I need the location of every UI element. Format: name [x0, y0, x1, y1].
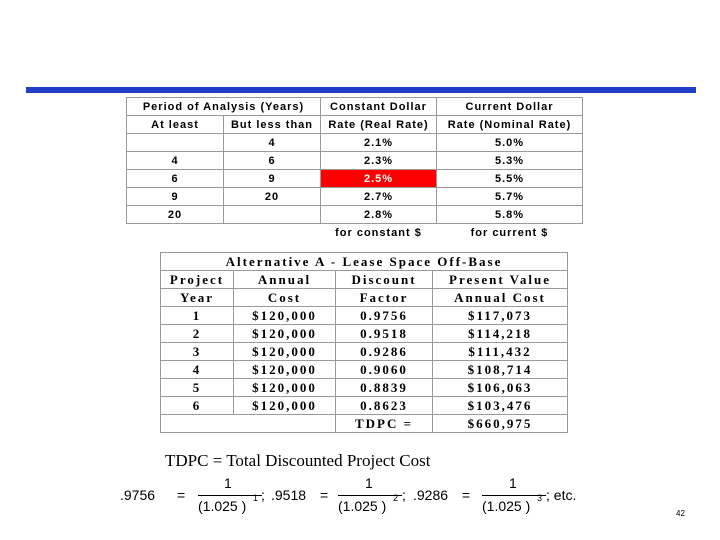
cell: 2 [161, 325, 234, 343]
term-value: .9756 [120, 487, 156, 503]
cell: 3 [161, 343, 234, 361]
cell: 20 [224, 188, 321, 206]
table-row [161, 325, 568, 343]
header-present-value: Present Value [433, 271, 568, 289]
separator: ; [402, 487, 406, 503]
cell: $103,476 [433, 397, 568, 415]
cell: $108,714 [433, 361, 568, 379]
cell: 5.8% [437, 206, 583, 224]
cell: 9 [127, 188, 224, 206]
table-header-row [161, 289, 568, 307]
total-label: TDPC = [336, 415, 433, 433]
footer-current: for current $ [470, 226, 549, 239]
page-number: 42 [676, 509, 685, 518]
total-value: $660,975 [433, 415, 568, 433]
term-value: .9518 [271, 487, 307, 503]
cell: $106,063 [433, 379, 568, 397]
table-row [127, 134, 583, 152]
header-nominal-rate: Rate (Nominal Rate) [437, 116, 583, 134]
cell: $120,000 [234, 343, 336, 361]
cell: 2.1% [321, 134, 437, 152]
denominator: (1.025 ) [198, 498, 247, 514]
table-row [161, 379, 568, 397]
cell: $120,000 [234, 397, 336, 415]
cell: 5.0% [437, 134, 583, 152]
table-row [127, 206, 583, 224]
numerator: 1 [509, 475, 517, 491]
cell: 5.7% [437, 188, 583, 206]
numerator: 1 [365, 475, 373, 491]
highlighted-rate-cell: 2.5% [321, 170, 437, 188]
cell: 0.8623 [336, 397, 433, 415]
cell: 5.3% [437, 152, 583, 170]
header-constant: Constant Dollar [321, 98, 437, 116]
header-less-than: But less than [224, 116, 321, 134]
cell: 0.9756 [336, 307, 433, 325]
header-project: Project [161, 271, 234, 289]
header-period: Period of Analysis (Years) [127, 98, 321, 116]
separator: ; [261, 487, 265, 503]
term-value: .9286 [413, 487, 449, 503]
exponent: 3 [537, 493, 543, 503]
header-rule [26, 87, 696, 93]
cell: $111,432 [433, 343, 568, 361]
alternative-a-table [160, 252, 568, 433]
cell: 4 [224, 134, 321, 152]
header-current: Current Dollar [437, 98, 583, 116]
cell: 6 [224, 152, 321, 170]
header-annual: Annual [234, 271, 336, 289]
cell: 4 [127, 152, 224, 170]
cell: 0.9060 [336, 361, 433, 379]
table-row [161, 397, 568, 415]
table-header-row [161, 271, 568, 289]
cell: 0.8839 [336, 379, 433, 397]
header-at-least: At least [127, 116, 224, 134]
footer-constant: for constant $ [335, 226, 422, 239]
table-title-row [161, 253, 568, 271]
equals-sign: = [177, 487, 186, 503]
cell: $120,000 [234, 325, 336, 343]
tdpc-definition: TDPC = Total Discounted Project Cost [165, 451, 431, 470]
header-discount: Discount [336, 271, 433, 289]
header-real-rate: Rate (Real Rate) [321, 116, 437, 134]
header-year: Year [161, 289, 234, 307]
cell: 2.8% [321, 206, 437, 224]
cell: $120,000 [234, 307, 336, 325]
cell: 6 [127, 170, 224, 188]
cell: 9 [224, 170, 321, 188]
numerator: 1 [224, 475, 232, 491]
header-annual-cost: Annual Cost [433, 289, 568, 307]
table-row [127, 170, 583, 188]
cell: 2.7% [321, 188, 437, 206]
header-cost: Cost [234, 289, 336, 307]
discount-factor-formula [120, 474, 600, 520]
cell: 6 [161, 397, 234, 415]
cell: 1 [161, 307, 234, 325]
denominator: (1.025 ) [482, 498, 531, 514]
cell: $114,218 [433, 325, 568, 343]
table-footer-row [127, 224, 583, 242]
table-row [161, 361, 568, 379]
cell: 0.9518 [336, 325, 433, 343]
cell: 5 [161, 379, 234, 397]
denominator: (1.025 ) [338, 498, 387, 514]
table-title: Alternative A - Lease Space Off-Base [161, 253, 568, 271]
exponent: 2 [393, 493, 399, 503]
header-factor: Factor [336, 289, 433, 307]
formula-tail: ; etc. [546, 487, 577, 503]
table-header-row [127, 116, 583, 134]
cell: 4 [161, 361, 234, 379]
cell [127, 134, 224, 152]
cell: 2.3% [321, 152, 437, 170]
equals-sign: = [320, 487, 329, 503]
table-row [161, 343, 568, 361]
cell: 20 [127, 206, 224, 224]
cell: $120,000 [234, 379, 336, 397]
table-row [161, 307, 568, 325]
exponent: 1 [253, 493, 259, 503]
cell: 0.9286 [336, 343, 433, 361]
table-total-row [161, 415, 568, 433]
table-row [127, 188, 583, 206]
table-header-row [127, 98, 583, 116]
cell: $117,073 [433, 307, 568, 325]
table-row [127, 152, 583, 170]
cell [224, 206, 321, 224]
equals-sign: = [462, 487, 471, 503]
discount-rate-table [126, 97, 583, 241]
cell: 5.5% [437, 170, 583, 188]
cell: $120,000 [234, 361, 336, 379]
